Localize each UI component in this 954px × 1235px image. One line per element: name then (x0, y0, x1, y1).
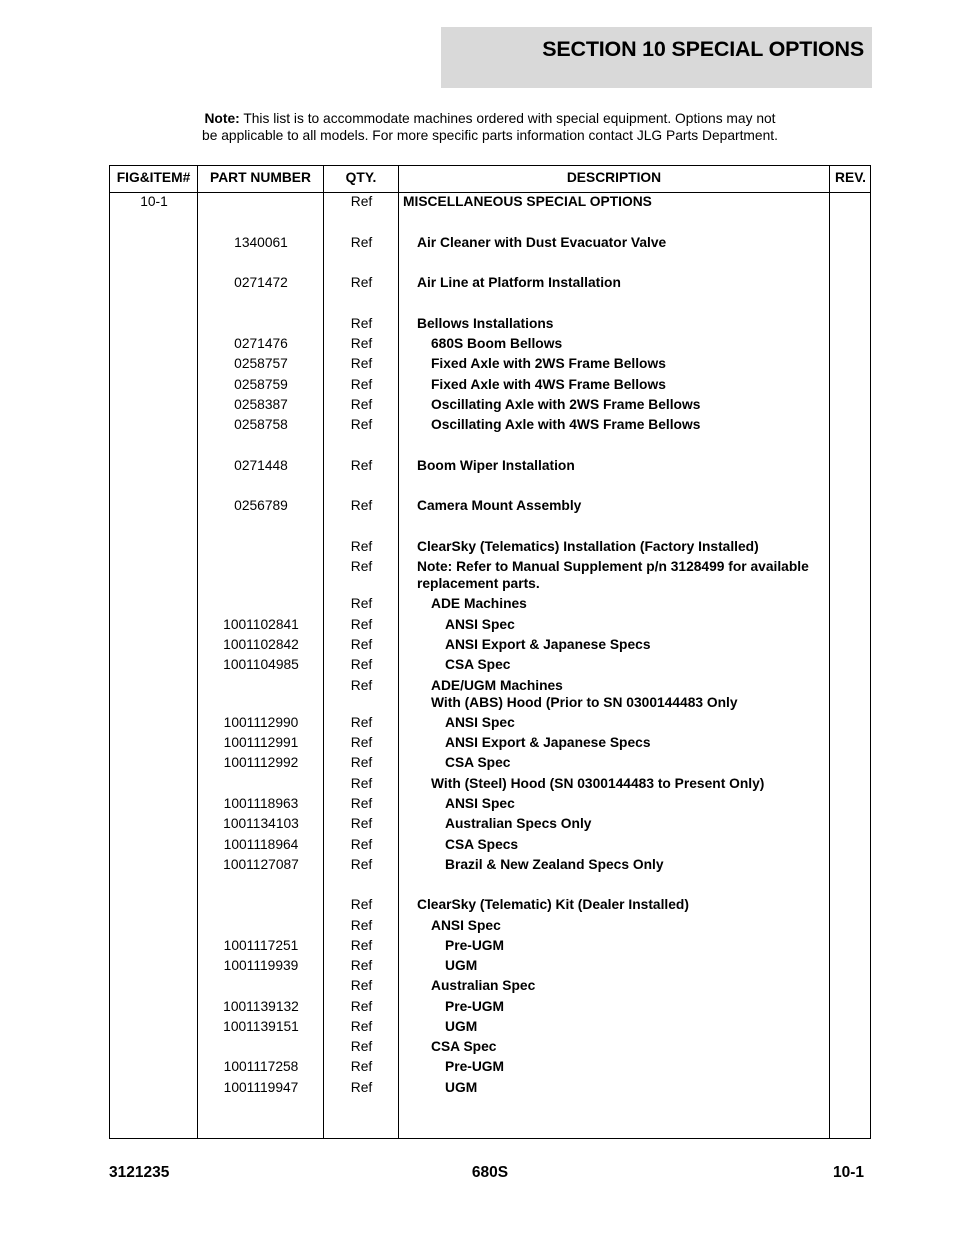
qty-cell: Ref (350, 816, 373, 831)
qty-cell: Ref (350, 539, 373, 554)
part-number-cell: 1001127087 (223, 857, 299, 872)
page-footer (109, 1164, 871, 1184)
fig-item-cell: 10-1 (140, 194, 168, 209)
part-number-cell: 1001104985 (223, 657, 299, 672)
column-header-qty: QTY. (345, 170, 377, 185)
description-cell: Camera Mount Assembly (417, 498, 582, 513)
qty-cell: Ref (350, 837, 373, 852)
qty-cell: Ref (350, 735, 373, 750)
part-number-cell: 1001112990 (223, 715, 299, 730)
description-cell: ClearSky (Telematics) Installation (Factory Installed) (417, 539, 759, 554)
column-header-rev: REV. (835, 170, 866, 185)
qty-cell: Ref (350, 336, 373, 351)
column-divider (829, 166, 830, 1138)
column-header-description: DESCRIPTION (566, 170, 662, 185)
part-number-cell: 1001134103 (223, 816, 299, 831)
qty-cell: Ref (350, 657, 373, 672)
description-cell: ANSI Export & Japanese Specs (445, 637, 651, 652)
description-cell: Fixed Axle with 4WS Frame Bellows (431, 377, 666, 392)
qty-cell: Ref (350, 316, 373, 331)
part-number-cell: 1001102842 (223, 637, 299, 652)
description-cell: Fixed Axle with 2WS Frame Bellows (431, 356, 666, 371)
description-cell: Air Cleaner with Dust Evacuator Valve (417, 235, 667, 250)
description-cell: Bellows Installations (417, 316, 554, 331)
part-number-cell: 1001117251 (223, 938, 299, 953)
description-cell: ANSI Export & Japanese Specs (445, 735, 651, 750)
part-number-cell: 1340061 (234, 235, 288, 250)
description-cell: 680S Boom Bellows (431, 336, 563, 351)
qty-cell: Ref (350, 715, 373, 730)
part-number-cell: 1001117258 (223, 1059, 299, 1074)
qty-cell: Ref (350, 498, 373, 513)
part-number-cell: 0271476 (234, 336, 288, 351)
description-cell: ANSI Spec (431, 918, 501, 933)
qty-cell: Ref (350, 596, 373, 611)
description-cell: CSA Spec (431, 1039, 497, 1054)
note-line-2: be applicable to all models. For more specific parts information contact JLG Parts Department. (202, 128, 778, 143)
qty-cell: Ref (350, 978, 373, 993)
part-number-cell: 1001112992 (223, 755, 299, 770)
section-title: SECTION 10 SPECIAL OPTIONS (542, 37, 864, 61)
part-number-cell: 0258759 (234, 377, 288, 392)
description-cell: Australian Specs Only (445, 816, 592, 831)
description-cell: Oscillating Axle with 2WS Frame Bellows (431, 397, 701, 412)
column-header-fig-item: FIG&ITEM# (116, 170, 191, 185)
note-label: Note: (204, 111, 240, 126)
description-cell: ANSI Spec (445, 617, 515, 632)
qty-cell: Ref (350, 356, 373, 371)
part-number-cell: 0256789 (234, 498, 288, 513)
description-cell: ClearSky (Telematic) Kit (Dealer Installed) (417, 897, 689, 912)
description-cell: ANSI Spec (445, 715, 515, 730)
qty-cell: Ref (350, 397, 373, 412)
table-header-row (110, 166, 870, 193)
qty-cell: Ref (350, 235, 373, 250)
qty-cell: Ref (350, 1059, 373, 1074)
part-number-cell: 1001112991 (223, 735, 299, 750)
description-cell: Brazil & New Zealand Specs Only (445, 857, 664, 872)
qty-cell: Ref (350, 275, 373, 290)
qty-cell: Ref (350, 796, 373, 811)
qty-cell: Ref (350, 458, 373, 473)
description-cell: Pre-UGM (445, 999, 505, 1014)
qty-cell: Ref (350, 938, 373, 953)
footer-manual-number: 3121235 (109, 1164, 170, 1181)
description-cell: With (ABS) Hood (Prior to SN 0300144483 Only (431, 695, 738, 710)
footer-page-number: 10-1 (832, 1164, 864, 1181)
part-number-cell: 1001139132 (223, 999, 299, 1014)
footer-model: 680S (471, 1164, 509, 1181)
description-cell: With (Steel) Hood (SN 0300144483 to Present Only) (431, 776, 765, 791)
description-cell: ADE/UGM Machines (431, 678, 563, 693)
qty-cell: Ref (350, 958, 373, 973)
part-number-cell: 1001102841 (223, 617, 299, 632)
parts-table (109, 165, 871, 1139)
description-cell: Australian Spec (431, 978, 536, 993)
description-cell: Pre-UGM (445, 1059, 505, 1074)
section-header-box (441, 27, 872, 88)
description-cell: UGM (445, 1080, 478, 1095)
note-paragraph (180, 110, 800, 144)
description-cell: CSA Spec (445, 755, 511, 770)
part-number-cell: 0271448 (234, 458, 288, 473)
description-cell: MISCELLANEOUS SPECIAL OPTIONS (403, 194, 652, 209)
description-cell: UGM (445, 1019, 478, 1034)
qty-cell: Ref (350, 1039, 373, 1054)
part-number-cell: 1001118963 (223, 796, 299, 811)
description-cell: UGM (445, 958, 478, 973)
qty-cell: Ref (350, 1080, 373, 1095)
description-cell: Pre-UGM (445, 938, 505, 953)
description-cell: Note: Refer to Manual Supplement p/n 3128499 for available replacement parts. (417, 559, 809, 591)
qty-cell: Ref (350, 417, 373, 432)
qty-cell: Ref (350, 776, 373, 791)
qty-cell: Ref (350, 637, 373, 652)
part-number-cell: 0271472 (234, 275, 288, 290)
part-number-cell: 1001118964 (223, 837, 299, 852)
qty-cell: Ref (350, 617, 373, 632)
qty-cell: Ref (350, 377, 373, 392)
description-cell: Oscillating Axle with 4WS Frame Bellows (431, 417, 701, 432)
note-line-1: This list is to accommodate machines ordered with special equipment. Options may not (239, 111, 776, 126)
column-header-part-number: PART NUMBER (210, 170, 311, 185)
qty-cell: Ref (350, 918, 373, 933)
qty-cell: Ref (350, 678, 373, 693)
description-cell: CSA Specs (445, 837, 519, 852)
part-number-cell: 1001139151 (223, 1019, 299, 1034)
qty-cell: Ref (350, 559, 373, 574)
description-cell: CSA Spec (445, 657, 511, 672)
qty-cell: Ref (350, 755, 373, 770)
part-number-cell: 1001119939 (223, 958, 299, 973)
part-number-cell: 0258387 (234, 397, 288, 412)
qty-cell: Ref (350, 857, 373, 872)
qty-cell: Ref (350, 897, 373, 912)
qty-cell: Ref (350, 194, 373, 209)
qty-cell: Ref (350, 1019, 373, 1034)
qty-cell: Ref (350, 999, 373, 1014)
description-cell: Boom Wiper Installation (417, 458, 575, 473)
part-number-cell: 0258758 (234, 417, 288, 432)
part-number-cell: 1001119947 (223, 1080, 299, 1095)
part-number-cell: 0258757 (234, 356, 288, 371)
description-cell: Air Line at Platform Installation (417, 275, 621, 290)
description-cell: ADE Machines (431, 596, 527, 611)
description-cell: ANSI Spec (445, 796, 515, 811)
